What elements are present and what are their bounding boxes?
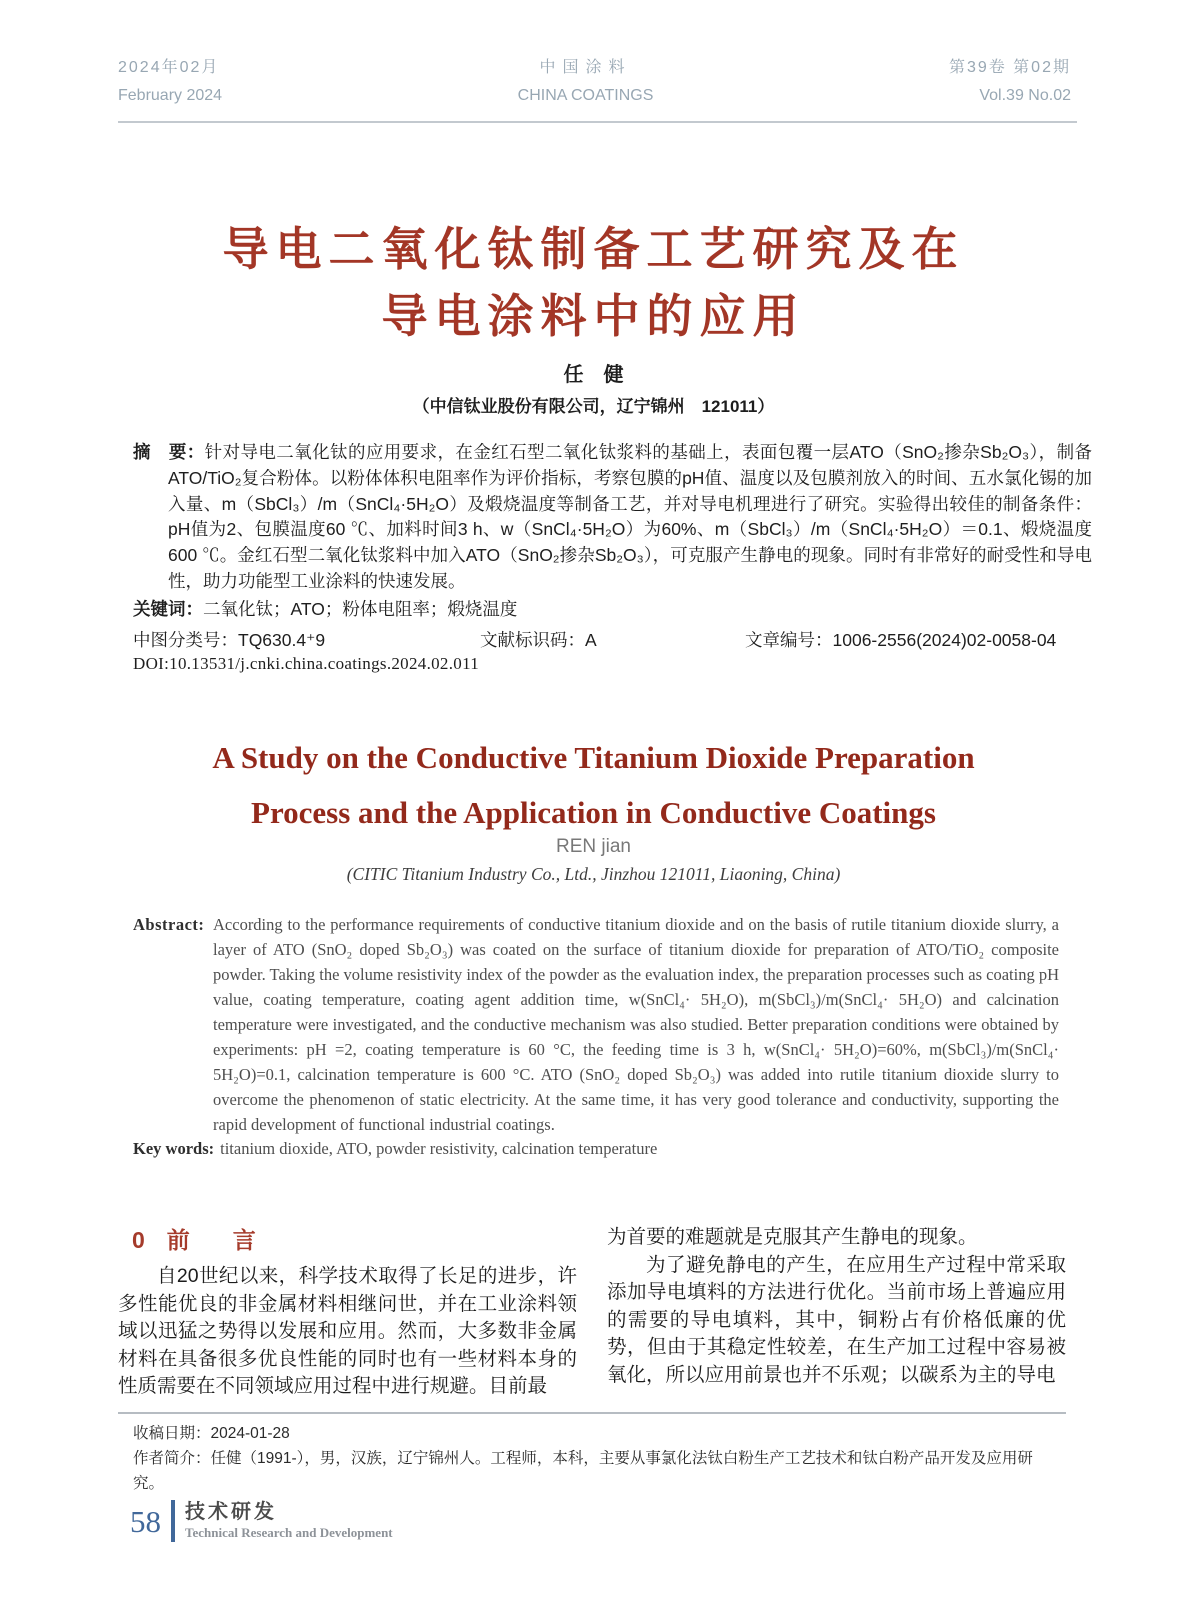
header-journal-name — [518, 54, 654, 110]
abstract-en-text: According to the performance requirements of conductive titanium dioxide and on the basis of rutile titanium dioxide slurry, a layer of ATO (SnO₂ doped Sb₂O₃) was coated on the surface of titanium dioxide for preparation of ATO/TiO₂ composite powder. Taking the volume resistivity index of the powder as the evaluation index, the preparation processes such as coating pH value, coating temperature, coating agent addition time, w(SnCl₄· 5H₂O), m(SbCl₃)/m(SnCl₄· 5H₂O) and calcination temperature were investigated, and the conductive mechanism was also studied. Better preparation conditions were obtained by experiments: pH =2, coating temperature is 60 °C, the feeding time is 3 h, w(SnCl₄· 5H₂O)=60%, m(SbCl₃)/m(SnCl₄· 5H₂O)=0.1, calcination temperature is 600 °C. ATO (SnO₂ doped Sb₂O₃) was added into rutile titanium dioxide slurry to overcome the phenomenon of static electricity. At the same time, it has very good tolerance and conductivity, supporting the rapid development of functional industrial coatings. — [213, 915, 1059, 1134]
section-heading-introduction — [132, 1224, 577, 1256]
header-divider — [118, 121, 1077, 123]
footnote-divider — [118, 1412, 1066, 1414]
author-bio: 作者简介：任健（1991-），男，汉族，辽宁锦州人。工程师，本科，主要从事氯化法钛白粉生产工艺技术和钛白粉产品开发及应用研究。 — [133, 1450, 1033, 1492]
keywords-en-text: titanium dioxide, ATO, powder resistivity, calcination temperature — [220, 1139, 658, 1158]
header-volume-issue — [949, 54, 1071, 110]
article-title-en — [0, 730, 1187, 840]
issue-date-cn: 2024年02月 — [118, 59, 220, 76]
section-title: 前 言 — [166, 1227, 266, 1253]
article-title-cn — [0, 216, 1187, 350]
affiliation-cn: （中信钛业股份有限公司，辽宁锦州 121011） — [412, 397, 775, 416]
author-name-cn: 任 健 — [563, 364, 624, 386]
article-title-cn-line2: 导电涂料中的应用 — [381, 290, 806, 342]
body-paragraph: 为了避免静电的产生，在应用生产过程中常采取添加导电填料的方法进行优化。当前市场上普遍应用的需要的导电填料，其中，铜粉占有价格低廉的优势，但由于其稳定性较差，在生产加工过程中容易被氧化，所以应用前景也并不乐观；以碳系为主的导电 — [607, 1253, 1066, 1386]
abstract-en — [133, 912, 1059, 1137]
journal-name-en: CHINA COATINGS — [517, 87, 654, 104]
article-title-en-line1: A Study on the Conductive Titanium Dioxide Preparation — [212, 740, 975, 775]
keywords-en-label: Key words: — [133, 1139, 215, 1158]
footnote-block — [133, 1421, 1063, 1496]
document-code: 文献标识码：A — [480, 630, 597, 650]
abstract-en-label: Abstract: — [133, 915, 205, 934]
journal-name-cn: 中国涂料 — [539, 59, 632, 76]
body-paragraph: 为首要的难题就是克服其产生静电的现象。 — [607, 1226, 978, 1248]
abstract-cn — [133, 440, 1092, 595]
doi: DOI:10.13531/j.cnki.china.coatings.2024.02.011 — [133, 654, 480, 673]
keywords-en — [133, 1139, 1059, 1159]
page-footer — [130, 1500, 393, 1542]
footer-divider-bar — [171, 1500, 175, 1542]
article-id: 文章编号：1006-2556(2024)02-0058-04 — [745, 630, 1057, 650]
footer-column-en: Technical Research and Development — [185, 1525, 393, 1540]
page-header — [118, 54, 1071, 110]
affiliation-en: (CITIC Titanium Industry Co., Ltd., Jinzhou 121011, Liaoning, China) — [346, 864, 841, 884]
article-meta-row — [133, 627, 1057, 651]
footer-column-name — [185, 1501, 393, 1541]
abstract-cn-label: 摘 要： — [133, 442, 205, 462]
body-column-left — [118, 1224, 577, 1401]
volume-issue-en: Vol.39 No.02 — [979, 87, 1071, 104]
body-columns — [118, 1224, 1066, 1401]
issue-date-en: February 2024 — [118, 87, 223, 104]
author-name-en: REN jian — [556, 836, 631, 857]
section-number: 0 — [132, 1227, 145, 1253]
footer-column-cn: 技术研发 — [185, 1501, 277, 1523]
volume-issue-cn: 第39卷 第02期 — [948, 59, 1071, 76]
keywords-cn-label: 关键词： — [133, 599, 203, 619]
received-date: 收稿日期：2024-01-28 — [133, 1425, 290, 1442]
article-title-cn-line1: 导电二氧化钛制备工艺研究及在 — [222, 223, 965, 275]
header-issue-date — [118, 54, 222, 110]
clc-number: 中图分类号：TQ630.4⁺9 — [133, 630, 326, 650]
article-title-en-line2: Process and the Application in Conductive Coatings — [251, 795, 936, 830]
page-number: 58 — [130, 1503, 161, 1539]
keywords-cn — [133, 596, 1057, 621]
body-paragraph: 自20世纪以来，科学技术取得了长足的进步，许多性能优良的非金属材料相继问世，并在工业涂料领域以迅猛之势得以发展和应用。然而，大多数非金属材料在具备很多优良性能的同时也有一些材料本身的性质需要在不同领域应用过程中进行规避。目前最 — [118, 1265, 577, 1398]
abstract-cn-text: 针对导电二氧化钛的应用要求，在金红石型二氧化钛浆料的基础上，表面包覆一层ATO（SnO₂掺杂Sb₂O₃），制备ATO/TiO₂复合粉体。以粉体体积电阻率作为评价指标，考察包膜的pH值、温度以及包膜剂放入的时间、五水氯化锡的加入量、m（SbCl₃）/m（SnCl₄·5H₂O）及煅烧温度等制备工艺，并对导电机理进行了研究。实验得出较佳的制备条件：pH值为2、包膜温度60 ℃、加料时间3 h、w（SnCl₄·5H₂O）为60%、m（SbCl₃）/m（SnCl₄·5H₂O）＝0.1、煅烧温度600 ℃。金红石型二氧化钛浆料中加入ATO（SnO₂掺杂Sb₂O₃），可克服产生静电的现象。同时有非常好的耐受性和导电性，助力功能型工业涂料的快速发展。 — [168, 442, 1093, 591]
body-column-right — [607, 1224, 1066, 1401]
keywords-cn-text: 二氧化钛；ATO；粉体电阻率；煅烧温度 — [203, 599, 518, 619]
